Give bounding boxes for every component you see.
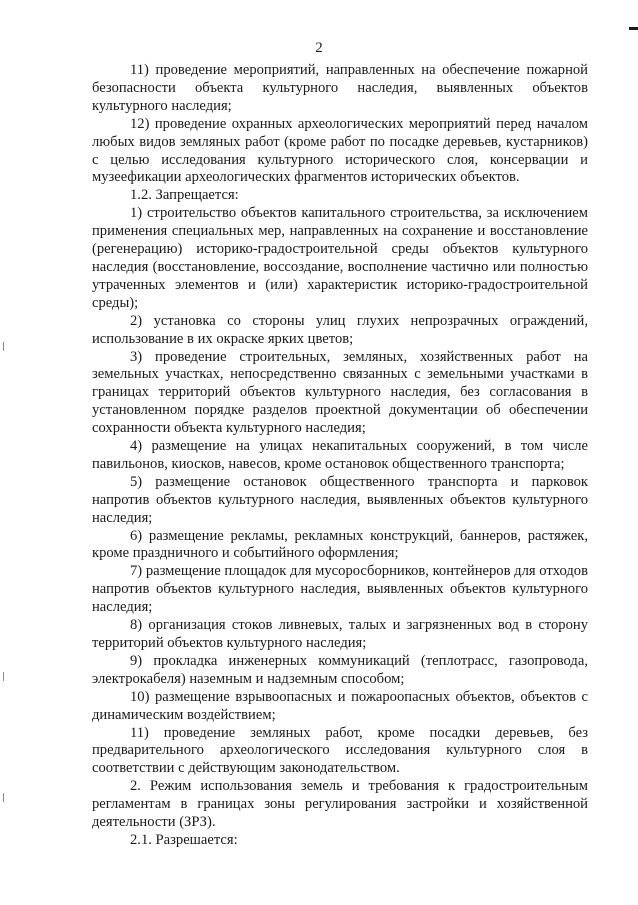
paragraph: 2. Режим использования земель и требования к градостроительным регламентам в границах зоны регулирования застройки и хозяйственной деятельности (ЗРЗ).	[92, 778, 588, 831]
section-heading: 2.1. Разрешается:	[130, 831, 238, 848]
scan-edge-tick	[3, 672, 4, 681]
paragraph: 11) проведение земляных работ, кроме посадки деревьев, без предварительного археологического исследования культурного слоя в соответствии с действующим законодательством.	[92, 724, 588, 777]
paragraph: 3) проведение строительных, земляных, хозяйственных работ на земельных участках, непосредственно связанных с земельными участками в границах территорий объектов культурного наследия, без согласования в установленном порядке разделов проектной документации об обеспечении сохранности объекта культурного наследия;	[92, 348, 588, 437]
paragraph: 8) организация стоков ливневых, талых и загрязненных вод в сторону территорий объектов культурного наследия;	[92, 617, 588, 651]
paragraph: 5) размещение остановок общественного транспорта и парковок напротив объектов культурного наследия, выявленных объектов культурного наследия;	[92, 473, 588, 526]
paragraph: 2) установка со стороны улиц глухих непрозрачных ограждений, использование в их окраске ярких цветов;	[92, 312, 588, 347]
paragraph: 6) размещение рекламы, рекламных конструкций, баннеров, растяжек, кроме праздничного и событийного оформления;	[92, 527, 588, 562]
paragraph: 1) строительство объектов капитального строительства, за исключением применения специальных мер, направленных на сохранение и восстановление (регенерацию) историко-градостроительной среды объектов культурного наследия (восстановление, воссоздание, восполнение частично или полностью утраченных элементов и (или) характеристик историко-градостроительной среды);	[92, 205, 588, 311]
paragraph: 11) проведение мероприятий, направленных на обеспечение пожарной безопасности объекта культурного наследия, выявленных объектов культурного наследия;	[92, 62, 588, 114]
page-number: 2	[315, 40, 323, 56]
paragraph: 7) размещение площадок для мусоросборников, контейнеров для отходов напротив объектов культурного наследия, выявленных объектов культурного наследия;	[92, 563, 588, 616]
section-heading: 1.2. Запрещается:	[130, 187, 239, 204]
scan-edge-tick	[3, 793, 4, 802]
scan-edge-tick	[3, 342, 4, 351]
paragraph: 9) прокладка инженерных коммуникаций (теплотрасс, газопровода, электрокабеля) наземным и надземным способом;	[92, 652, 588, 687]
paragraph: 10) размещение взрывоопасных и пожароопасных объектов, объектов с динамическим воздействием;	[92, 688, 588, 723]
corner-mark	[629, 27, 638, 30]
paragraph: 4) размещение на улицах некапитальных сооружений, в том числе павильонов, киосков, навесов, кроме остановок общественного транспорта;	[92, 438, 588, 472]
paragraph: 12) проведение охранных археологических мероприятий перед началом любых видов земляных работ (кроме работ по посадке деревьев, кустарников) с целью исследования культурного исторического слоя, консервации и музеефикации археологических фрагментов исторических объектов.	[92, 115, 588, 186]
document-body	[92, 62, 588, 850]
